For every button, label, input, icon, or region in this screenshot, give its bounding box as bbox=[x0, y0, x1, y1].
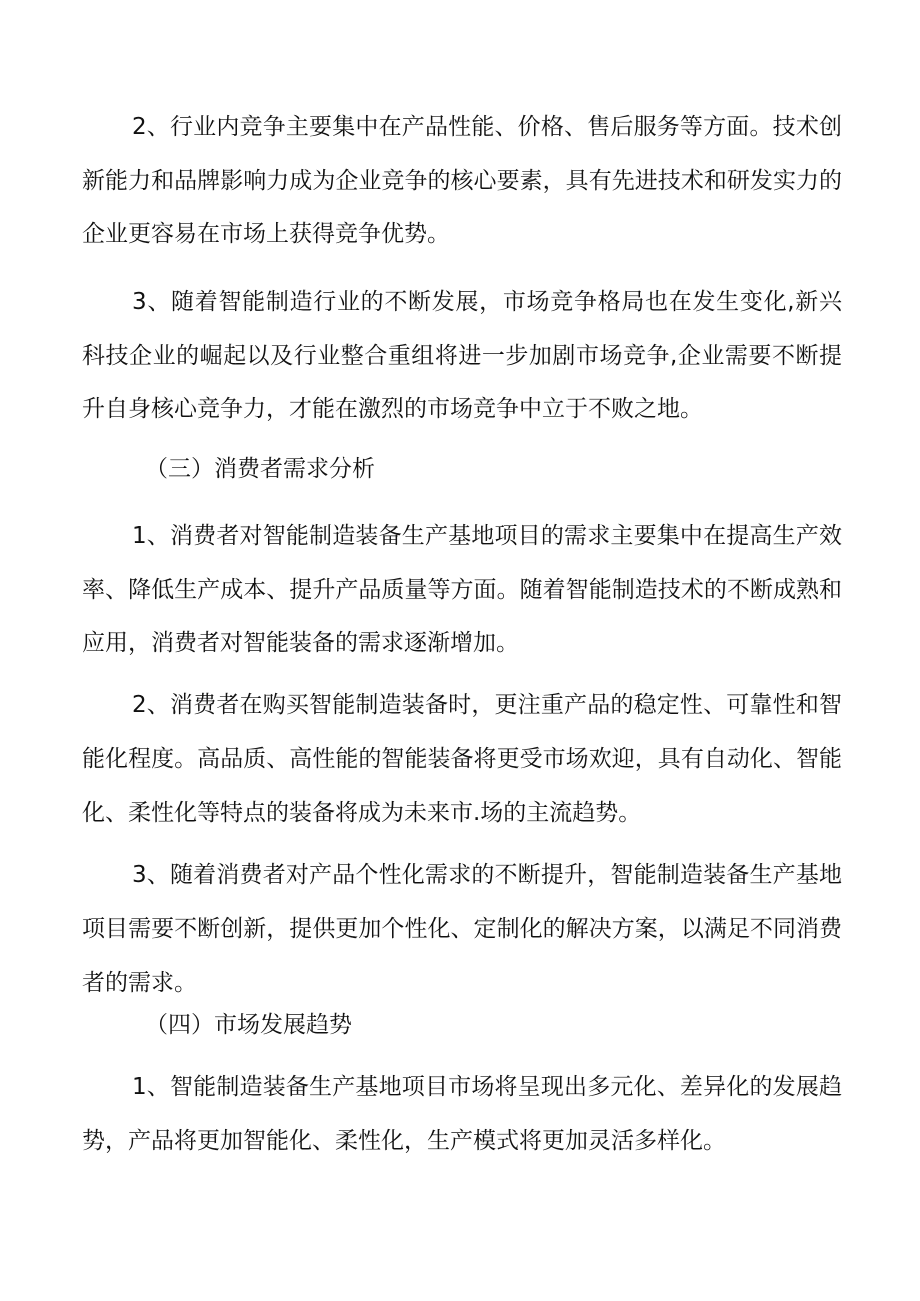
paragraph-1-line-2: 新能力和品牌影响力成为企业竞争的核心要素，具有先进技术和研发实力的 bbox=[82, 168, 842, 194]
paragraph-3-line-2: 率、降低生产成本、提升产品质量等方面。随着智能制造技术的不断成熟和 bbox=[82, 577, 842, 603]
paragraph-4-line-3: 化、柔性化等特点的装备将成为未来市.场的主流趋势。 bbox=[82, 800, 642, 826]
section-heading-consumer-demand: （三）消费者需求分析 bbox=[145, 456, 375, 482]
paragraph-1-line-3: 企业更容易在市场上获得竞争优势。 bbox=[82, 221, 450, 247]
section-heading-market-trends: （四）市场发展趋势 bbox=[145, 1012, 352, 1038]
paragraph-2-line-1: 3、随着智能制造行业的不断发展，市场竞争格局也在发生变化,新兴 bbox=[132, 289, 842, 315]
paragraph-2-line-2: 科技企业的崛起以及行业整合重组将进一步加剧市场竞争,企业需要不断提 bbox=[82, 343, 842, 369]
paragraph-3-line-1: 1、消费者对智能制造装备生产基地项目的需求主要集中在提高生产效 bbox=[132, 523, 842, 549]
paragraph-5-line-2: 项目需要不断创新，提供更加个性化、定制化的解决方案，以满足不同消费 bbox=[82, 916, 842, 942]
paragraph-4-line-2: 能化程度。高品质、高性能的智能装备将更受市场欢迎，具有自动化、智能 bbox=[82, 746, 842, 772]
paragraph-2-line-3: 升自身核心竞争力，才能在激烈的市场竞争中立于不败之地。 bbox=[82, 396, 703, 422]
paragraph-1-line-1: 2、行业内竞争主要集中在产品性能、价格、售后服务等方面。技术创 bbox=[132, 114, 842, 140]
paragraph-5-line-3: 者的需求。 bbox=[82, 970, 197, 996]
paragraph-6-line-2: 势，产品将更加智能化、柔性化，生产模式将更加灵活多样化。 bbox=[82, 1128, 726, 1154]
paragraph-3-line-3: 应用，消费者对智能装备的需求逐渐增加。 bbox=[82, 630, 519, 656]
paragraph-5-line-1: 3、随着消费者对产品个性化需求的不断提升，智能制造装备生产基地 bbox=[132, 862, 842, 888]
paragraph-4-line-1: 2、消费者在购买智能制造装备时，更注重产品的稳定性、可靠性和智 bbox=[132, 692, 842, 718]
paragraph-6-line-1: 1、智能制造装备生产基地项目市场将呈现出多元化、差异化的发展趋 bbox=[132, 1074, 842, 1100]
